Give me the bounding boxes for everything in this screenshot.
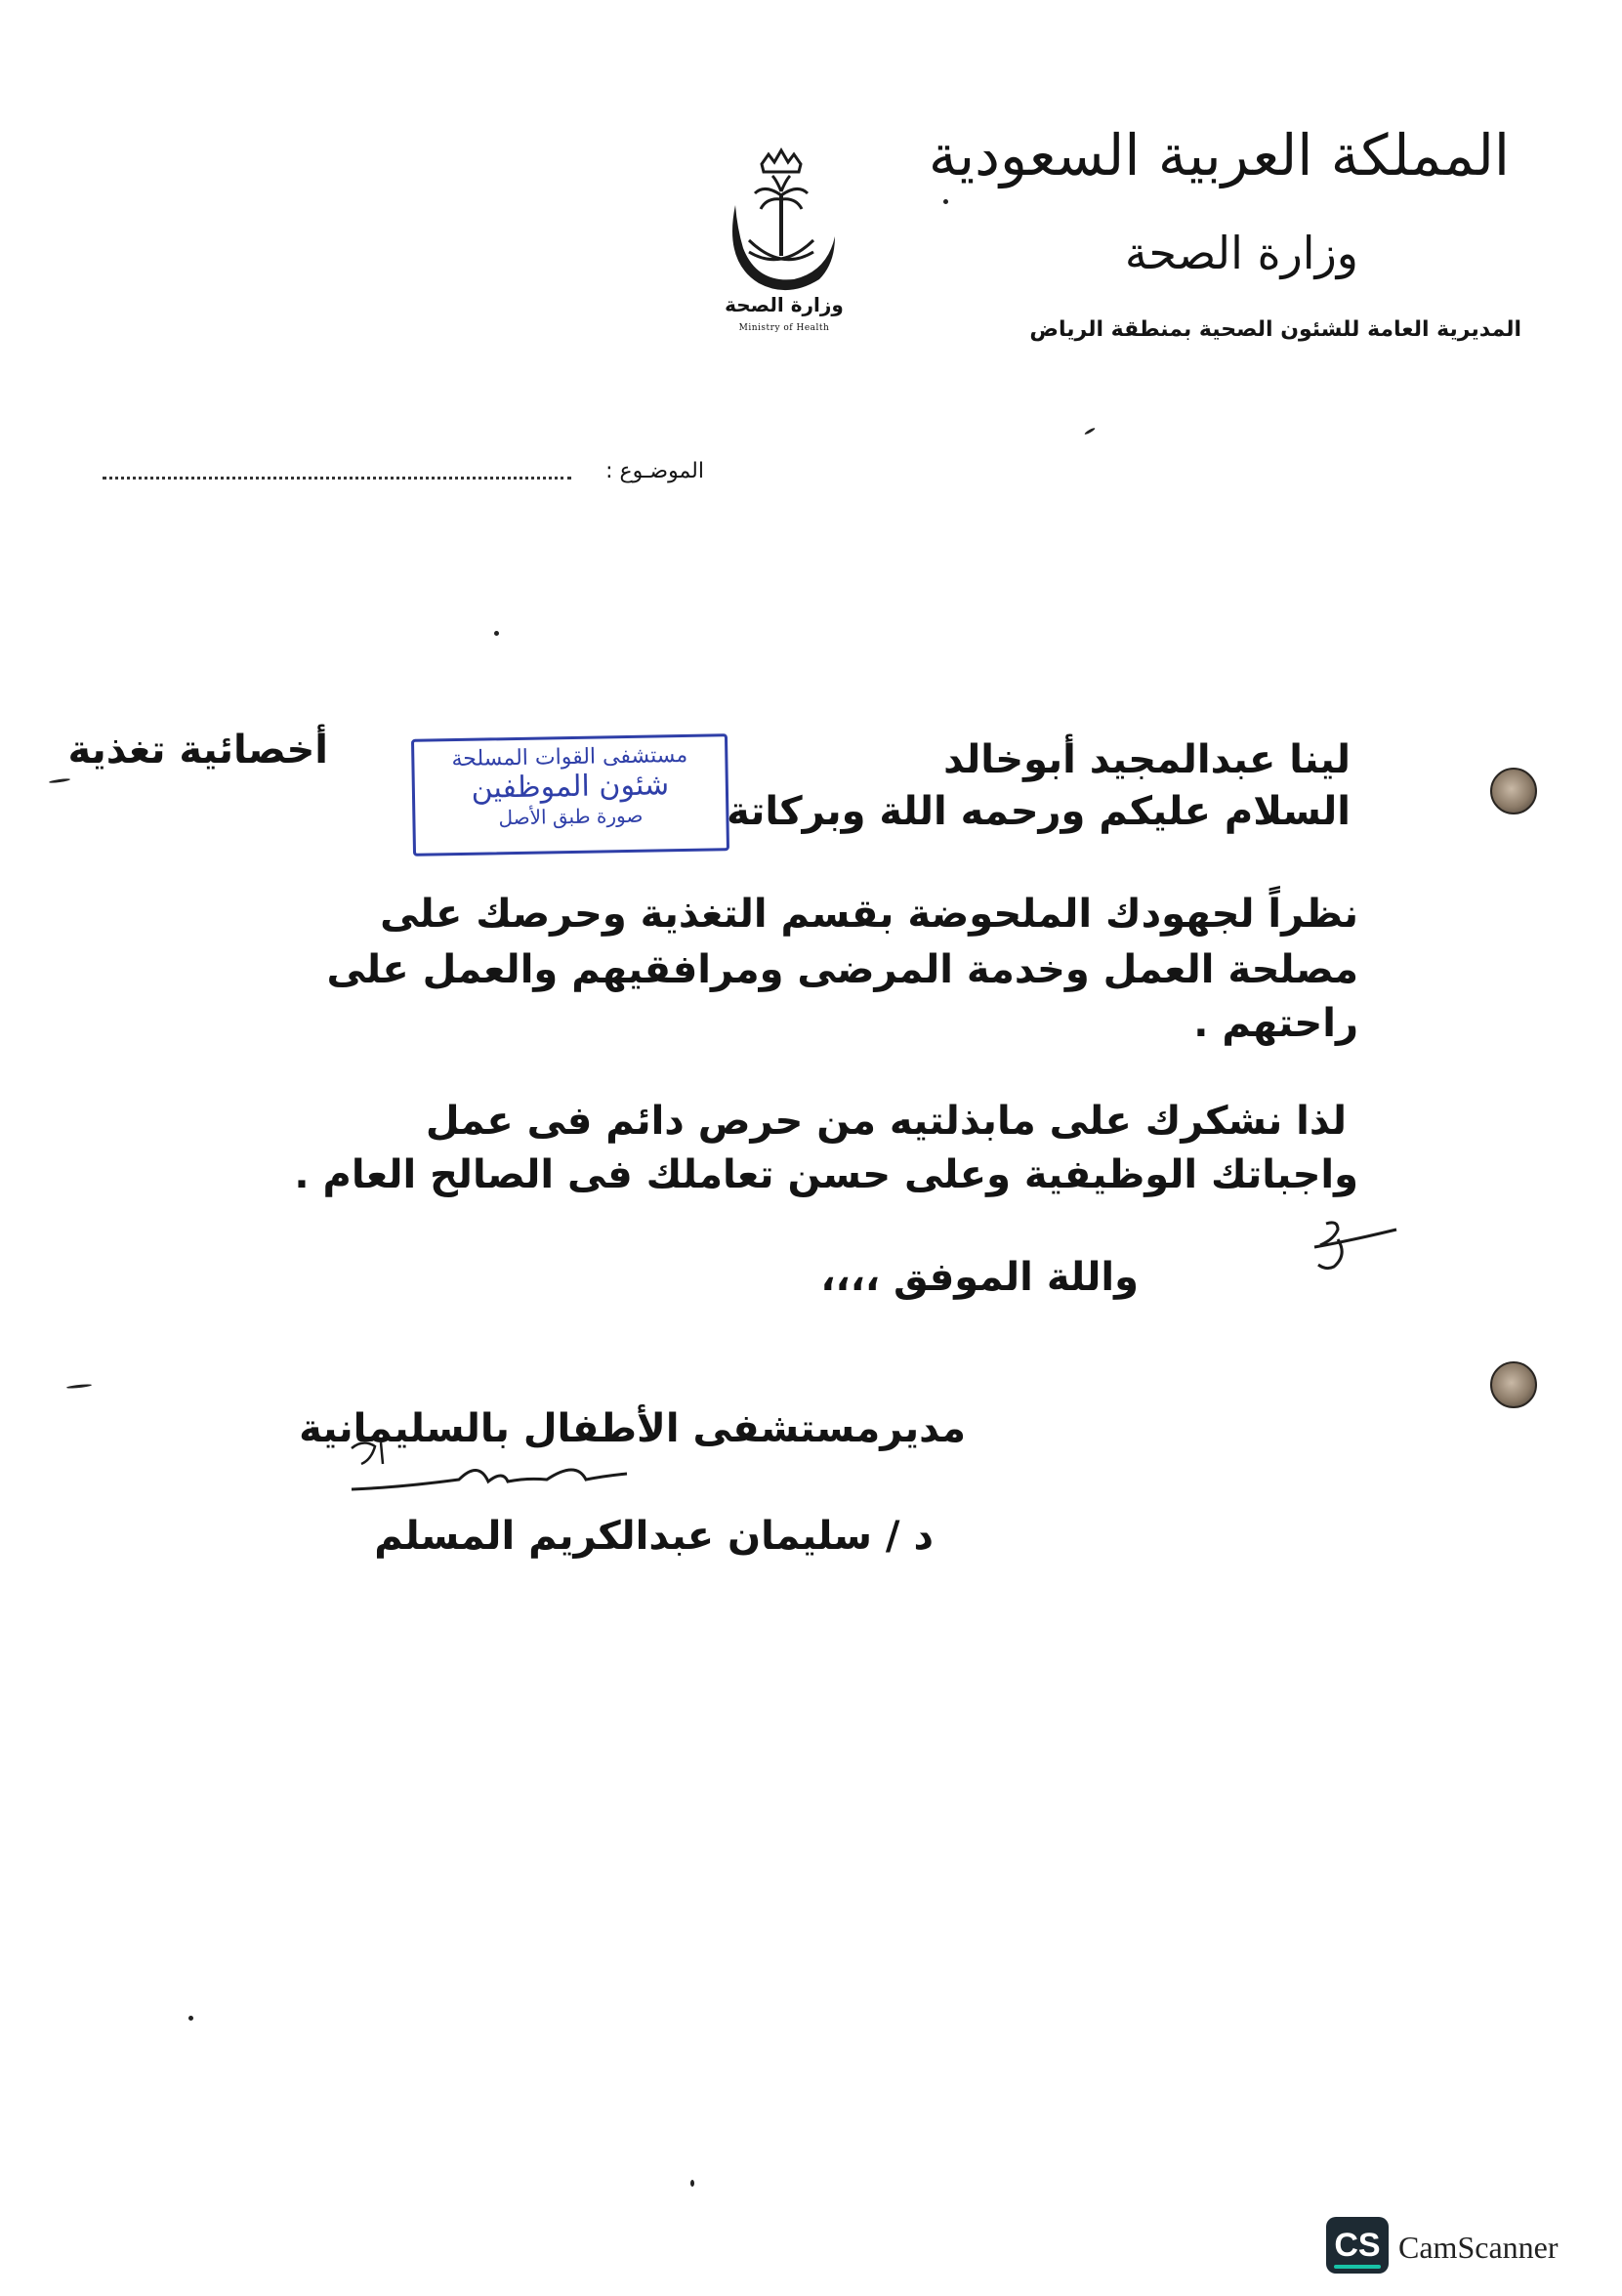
signature-icon xyxy=(342,1431,635,1509)
subject-label: الموضـوع : xyxy=(605,459,704,483)
punch-hole xyxy=(1490,1361,1537,1408)
logo-arabic-caption: وزارة الصحة xyxy=(725,293,844,316)
greeting: السلام عليكم ورحمه اللة وبركاتة xyxy=(727,789,1351,834)
speck xyxy=(690,2180,694,2187)
director-title: مديرمستشفى الأطفال بالسليمانية xyxy=(299,1406,966,1451)
camscanner-text: CamScanner xyxy=(1398,2230,1559,2265)
paragraph2-line: لذا نشكرك على مابذلتيه من حرص دائم فى عمل xyxy=(425,1099,1347,1144)
paragraph1-line: راحتهم . xyxy=(1193,1001,1358,1046)
recipient-title: أخصائية تغذية xyxy=(67,728,328,772)
header-country: المملكة العربية السعودية xyxy=(928,122,1510,188)
stamp-line: مستشفى القوات المسلحة xyxy=(451,742,688,772)
stamp-line: صورة طبق الأصل xyxy=(498,803,644,830)
paragraph2-line: واجباتك الوظيفية وعلى حسن تعاملك فى الصالح العام . xyxy=(294,1152,1358,1197)
paragraph1-line: نظراً لجهودك الملحوضة بقسم التغذية وحرصك على xyxy=(380,892,1358,937)
hr-stamp xyxy=(411,733,729,856)
camscanner-badge: CS xyxy=(1326,2217,1389,2274)
header-directorate: المديرية العامة للشئون الصحية بمنطقة الرياض xyxy=(1029,317,1521,342)
logo-english-caption: Ministry of Health xyxy=(738,323,830,333)
initials-mark-icon xyxy=(1309,1216,1406,1274)
closing-line: واللة الموفق ،،،، xyxy=(820,1255,1139,1300)
recipient-name: لينا عبدالمجيد أبوخالد xyxy=(943,737,1351,782)
stamp-line: شئون الموظفين xyxy=(471,768,670,806)
speck xyxy=(66,1384,92,1390)
speck xyxy=(49,777,70,783)
paragraph1-line: مصلحة العمل وخدمة المرضى ومرافقيهم والعمل على xyxy=(326,947,1358,992)
signer-name: د / سليمان عبدالكريم المسلم xyxy=(374,1514,934,1559)
speck xyxy=(1084,427,1096,436)
speck xyxy=(943,199,948,204)
speck xyxy=(188,2016,193,2021)
subject-dotted-line xyxy=(103,469,571,480)
header-ministry: وزارة الصحة xyxy=(1124,227,1358,279)
punch-hole xyxy=(1490,768,1537,814)
speck xyxy=(494,631,499,636)
